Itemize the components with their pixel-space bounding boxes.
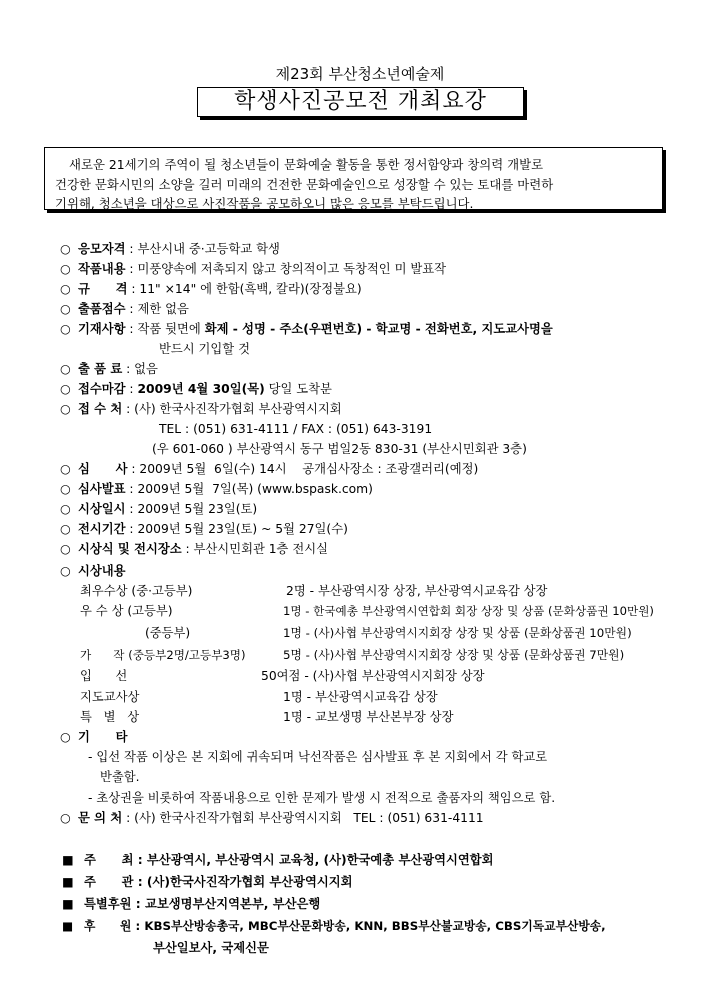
item-value: : (사) 한국사진작가협회 부산광역시지회 — [122, 402, 342, 416]
award-detail: 5명 - (사)사협 부산광역시지회장 상장 및 상품 (문화상품권 7만원) — [283, 648, 625, 662]
item-value: : 미풍양속에 저촉되지 않고 창의적이고 독창적인 미 발표작 — [125, 262, 447, 276]
item-label: 심 사 — [78, 462, 128, 476]
intro-line: 기위해, 청소년을 대상으로 사진작품을 공모하오니 많은 응모를 부탁드립니다. — [55, 196, 474, 211]
item-value: 당일 도착분 — [264, 382, 332, 396]
item-office-address: (우 601-060 ) 부산광역시 동구 범일2동 830-31 (부산시민회관 3층) — [152, 442, 527, 456]
award-name: 지도교사상 — [80, 690, 140, 704]
sponsor-host — [62, 851, 494, 869]
intro-line: 새로운 21세기의 주역이 될 청소년들이 문화예술 활동을 통한 정서함양과 창의력 개발로 — [69, 157, 544, 172]
item-office-tel: TEL : (051) 631-4111 / FAX : (051) 643-3191 — [159, 422, 433, 436]
item-label: 규 격 — [78, 282, 128, 296]
sponsor-label: 후 원 — [84, 919, 132, 933]
square-bullet-icon: ■ — [62, 853, 74, 867]
item-venue — [60, 540, 328, 558]
square-bullet-icon: ■ — [62, 897, 74, 911]
award-detail: 50여점 - (사)사협 부산광역시지회장 상장 — [261, 669, 485, 683]
sponsor-value: : (사)한국사진작가협회 부산광역시지회 — [133, 875, 353, 889]
sponsor-label: 주 관 — [84, 875, 134, 889]
sponsor-value: : 교보생명부산지역본부, 부산은행 — [131, 897, 321, 911]
item-label: 기 타 — [78, 730, 128, 744]
bullet-icon: ○ — [60, 522, 71, 536]
item-label: 문 의 처 — [78, 811, 123, 825]
award-name: 가 작 (중등부2명/고등부3명) — [80, 648, 246, 662]
award-name: 우 수 상 (고등부) — [80, 604, 173, 618]
item-value: : 작품 뒷면에 — [125, 322, 205, 336]
item-content — [60, 260, 446, 278]
etc-note: 반출함. — [100, 770, 140, 784]
item-fee — [60, 360, 158, 378]
item-entry-cont: 반드시 기입할 것 — [159, 342, 250, 356]
item-entry — [60, 320, 553, 338]
sponsor-value: : 부산광역시, 부산광역시 교육청, (사)한국예총 부산광역시연합회 — [133, 853, 494, 867]
item-label: 기재사항 — [78, 322, 126, 336]
bullet-icon: ○ — [60, 811, 71, 825]
square-bullet-icon: ■ — [62, 875, 74, 889]
item-label: 작품내용 — [78, 262, 126, 276]
item-label: 출 품 료 — [78, 362, 123, 376]
award-detail: 1명 - (사)사협 부산광역시지회장 상장 및 상품 (문화상품권 10만원) — [283, 626, 632, 640]
item-judging — [60, 460, 478, 478]
item-value: : 2009년 5월 23일(토) — [125, 502, 258, 516]
bullet-icon: ○ — [60, 730, 71, 744]
item-count — [60, 300, 189, 318]
etc-note: - 입선 작품 이상은 본 지회에 귀속되며 낙선작품은 심사발표 후 본 지회에서 각 학교로 — [88, 750, 548, 764]
sponsor-support — [62, 917, 606, 935]
item-value: : 제한 없음 — [125, 302, 189, 316]
bullet-icon: ○ — [60, 262, 71, 276]
item-value: : 없음 — [122, 362, 158, 376]
item-value: : 2009년 5월 23일(토) ~ 5월 27일(수) — [125, 522, 348, 536]
sponsor-label: 특별후원 — [84, 897, 132, 911]
award-name: 입 선 — [80, 669, 128, 683]
item-awards-title — [60, 562, 126, 580]
award-detail: 2명 - 부산광역시장 상장, 부산광역시교육감 상장 — [286, 584, 548, 598]
item-label: 전시기간 — [78, 522, 126, 536]
item-label: 시상내용 — [78, 564, 126, 578]
item-value: : 부산시민회관 1층 전시실 — [181, 542, 328, 556]
item-office — [60, 400, 342, 418]
item-value: : 2009년 5월 7일(목) (www.bspask.com) — [125, 482, 373, 496]
item-value: : (사) 한국사진작가협회 부산광역시지회 TEL : (051) 631-4111 — [122, 811, 484, 825]
item-eligibility — [60, 240, 280, 258]
award-detail: 1명 - 한국예총 부산광역시연합회 회장 상장 및 상품 (문화상품권 10만원) — [283, 604, 654, 618]
bullet-icon: ○ — [60, 542, 71, 556]
item-label: 응모자격 — [78, 242, 126, 256]
item-exhibit — [60, 520, 348, 538]
intro-line: 건강한 문화시민의 소양을 길러 미래의 건전한 문화예술인으로 성장할 수 있는 토대를 마련하 — [55, 177, 554, 192]
award-detail: 1명 - 교보생명 부산본부장 상장 — [283, 710, 454, 724]
item-label: 시상일시 — [78, 502, 126, 516]
bullet-icon: ○ — [60, 402, 71, 416]
item-size — [60, 280, 362, 298]
item-label: 출품점수 — [78, 302, 126, 316]
item-value: : 11" ×14" 에 한함(흑백, 칼라)(장정불요) — [127, 282, 362, 296]
sponsor-value: : KBS부산방송총국, MBC부산문화방송, KNN, BBS부산불교방송, CBS기독교부산방송, — [131, 919, 606, 933]
sponsor-support-cont: 부산일보사, 국제신문 — [153, 941, 269, 955]
sponsor-special — [62, 895, 320, 913]
bullet-icon: ○ — [60, 482, 71, 496]
bullet-icon: ○ — [60, 242, 71, 256]
item-value: : 2009년 5월 6일(수) 14시 공개심사장소 : 조광갤러리(예정) — [127, 462, 479, 476]
bullet-icon: ○ — [60, 462, 71, 476]
bullet-icon: ○ — [60, 382, 71, 396]
item-value-bold: 화제 - 성명 - 주소(우편번호) - 학교명 - 전화번호, 지도교사명을 — [204, 322, 553, 336]
award-detail: 1명 - 부산광역시교육감 상장 — [283, 690, 438, 704]
item-label: 심사발표 — [78, 482, 126, 496]
event-subtitle: 제23회 부산청소년예술제 — [275, 65, 445, 83]
document-title: 학생사진공모전 개최요강 — [197, 87, 524, 117]
item-value: : 부산시내 중·고등학교 학생 — [125, 242, 280, 256]
sponsor-organizer — [62, 873, 353, 891]
bullet-icon: ○ — [60, 502, 71, 516]
award-name: 최우수상 (중·고등부) — [80, 584, 193, 598]
item-value: : — [125, 382, 138, 396]
item-value-bold: 2009년 4월 30일(목) — [137, 382, 265, 396]
item-etc — [60, 728, 127, 746]
item-label: 접수마감 — [78, 382, 126, 396]
intro-box — [44, 147, 663, 210]
item-label: 시상식 및 전시장소 — [78, 542, 182, 556]
item-label: 접 수 처 — [78, 402, 123, 416]
sponsor-label: 주 최 — [84, 853, 134, 867]
item-ceremony-date — [60, 500, 257, 518]
bullet-icon: ○ — [60, 322, 71, 336]
item-contact — [60, 809, 484, 827]
item-deadline — [60, 380, 332, 398]
square-bullet-icon: ■ — [62, 919, 74, 933]
bullet-icon: ○ — [60, 564, 71, 578]
etc-note: - 초상권을 비롯하여 작품내용으로 인한 문제가 발생 시 전적으로 출품자의 책임으로 함. — [88, 791, 556, 805]
award-name: 특 별 상 — [80, 710, 140, 724]
award-name: (중등부) — [145, 626, 191, 640]
bullet-icon: ○ — [60, 302, 71, 316]
item-announce — [60, 480, 373, 498]
bullet-icon: ○ — [60, 282, 71, 296]
bullet-icon: ○ — [60, 362, 71, 376]
